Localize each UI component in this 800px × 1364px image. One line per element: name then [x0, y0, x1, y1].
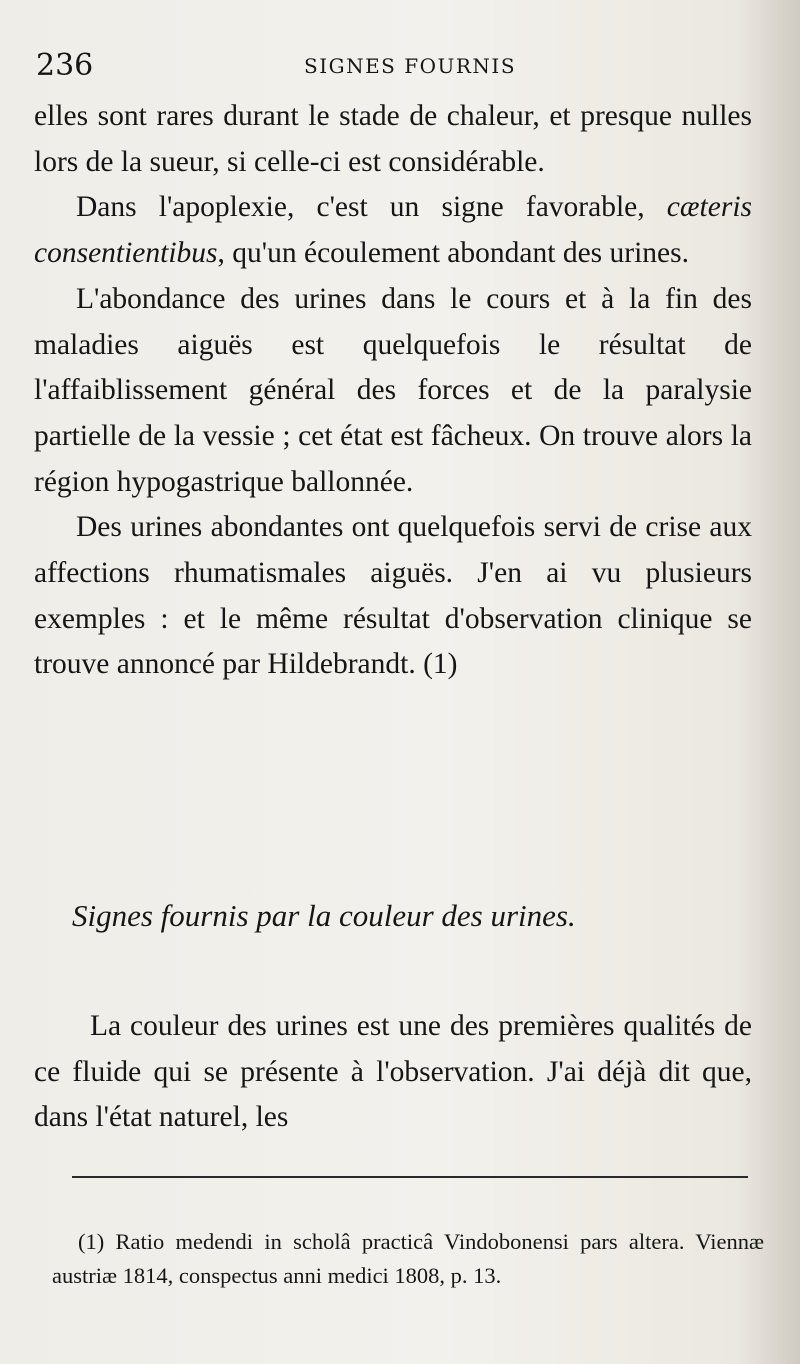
footnote	[52, 1225, 764, 1292]
paragraph-apoplexie	[34, 185, 752, 276]
latin-phrase: cæteris consentientibus	[34, 191, 752, 270]
running-head: SIGNES FOURNIS	[304, 54, 517, 78]
paragraph-couleur: La couleur des urines est une des premières qualités de ce fluide qui se présente à l'observation. J'ai déjà dit que, dans l'état naturel, les	[34, 1010, 752, 1133]
footnote-divider	[72, 1176, 748, 1178]
paragraph-apoplexie-end: , qu'un écoulement abondant des urines.	[217, 237, 689, 270]
paragraph-continuation: elles sont rares durant le stade de chaleur, et presque nulles lors de la sueur, si celle-ci est considérable.	[34, 100, 752, 178]
paragraph-apoplexie-start: Dans l'apoplexie, c'est un signe favorable,	[76, 191, 667, 224]
main-text	[34, 94, 752, 688]
footnote-text: (1) Ratio medendi in scholâ practicâ Vindobonensi pars altera. Viennæ austriæ 1814, conspectus anni medici 1808, p. 13.	[52, 1229, 764, 1288]
section-heading: Signes fournis par la couleur des urines.	[72, 898, 576, 933]
page-number: 236	[36, 48, 94, 83]
paragraph-rhumatismales: Des urines abondantes ont quelquefois servi de crise aux affections rhumatismales aiguës. J'en ai vu plusieurs exemples : et le même résultat d'observation clinique se trouve annoncé par Hildebrandt. (1)	[34, 511, 752, 681]
page-header	[36, 46, 756, 86]
section-text	[34, 1004, 752, 1141]
paragraph-abondance: L'abondance des urines dans le cours et à la fin des maladies aiguës est quelquefois le résultat de l'affaiblissement général des forces et de la paralysie partielle de la vessie ; cet état est fâcheux. On trouve alors la région hypogastrique ballonnée.	[34, 282, 752, 498]
